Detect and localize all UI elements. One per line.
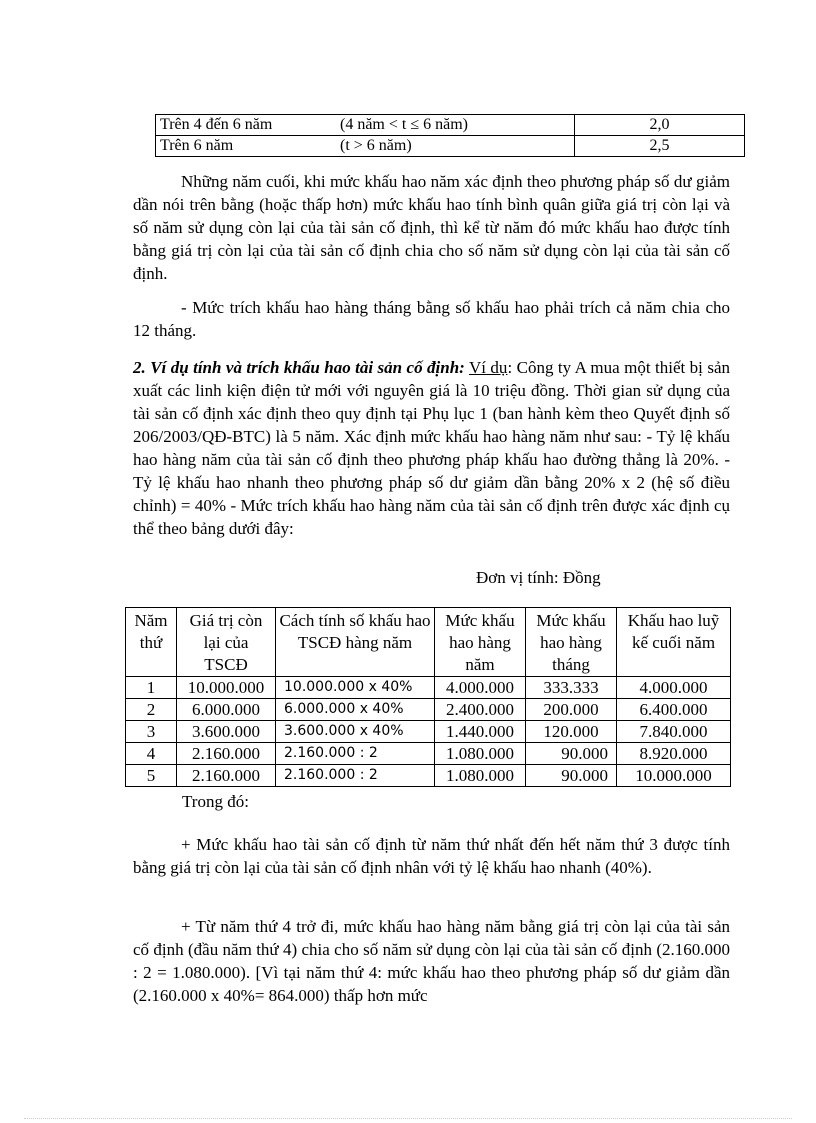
paragraph-monthly-rate: - Mức trích khấu hao hàng tháng bằng số khấu hao phải trích cả năm chia cho 12 tháng. — [133, 298, 730, 340]
period-label: Trên 6 năm — [160, 137, 234, 154]
header-calculation: Cách tính số khấu hao TSCĐ hàng năm — [276, 608, 435, 677]
cell-monthly: 90.000 — [526, 743, 617, 765]
cell-annual: 1.080.000 — [435, 765, 526, 787]
cell-monthly: 200.000 — [526, 699, 617, 721]
paragraph-from-year-four: + Từ năm thứ 4 trở đi, mức khấu hao hàng năm bằng giá trị còn lại của tài sản cố định (đầu năm thứ 4) chia cho số năm sử dụng còn lại của tài sản cố định (2.160.000 : 2 = 1.080.000). [Vì tại năm thứ 4: mức khấu hao theo phương pháp số dư giảm dần (2.160.000 x 40%= 864.000) thấp hơn mức — [133, 917, 730, 1005]
cell-monthly: 90.000 — [526, 765, 617, 787]
table-row — [156, 115, 745, 136]
period-label: Trên 4 đến 6 năm — [160, 116, 273, 133]
table-cell — [156, 115, 575, 136]
table-row — [126, 677, 731, 699]
coefficient-value: 2,5 — [575, 136, 745, 157]
header-annual: Mức khấu hao hàng năm — [435, 608, 526, 677]
cell-accumulated: 7.840.000 — [617, 721, 731, 743]
cell-accumulated: 4.000.000 — [617, 677, 731, 699]
table-row — [126, 743, 731, 765]
cell-remaining-value: 2.160.000 — [177, 765, 276, 787]
cell-accumulated: 6.400.000 — [617, 699, 731, 721]
cell-calculation: 6.000.000 x 40% — [276, 699, 435, 721]
cell-monthly: 333.333 — [526, 677, 617, 699]
cell-annual: 1.080.000 — [435, 743, 526, 765]
cell-monthly: 120.000 — [526, 721, 617, 743]
page-divider — [24, 1118, 792, 1119]
unit-label: Đơn vị tính: Đồng — [476, 568, 601, 587]
cell-annual: 2.400.000 — [435, 699, 526, 721]
cell-accumulated: 10.000.000 — [617, 765, 731, 787]
header-monthly: Mức khấu hao hàng tháng — [526, 608, 617, 677]
header-remaining-value: Giá trị còn lại của TSCĐ — [177, 608, 276, 677]
coefficient-value: 2,0 — [575, 115, 745, 136]
cell-year: 1 — [126, 677, 177, 699]
section-heading: 2. Ví dụ tính và trích khấu hao tài sản cố định: — [133, 358, 465, 377]
cell-year: 2 — [126, 699, 177, 721]
cell-calculation: 3.600.000 x 40% — [276, 721, 435, 743]
table-row — [126, 699, 731, 721]
paragraph-example — [133, 356, 730, 540]
cell-calculation: 2.160.000 : 2 — [276, 743, 435, 765]
cell-remaining-value: 6.000.000 — [177, 699, 276, 721]
header-accumulated: Khấu hao luỹ kế cuối năm — [617, 608, 731, 677]
table-row — [126, 765, 731, 787]
cell-accumulated: 8.920.000 — [617, 743, 731, 765]
example-body: : Công ty A mua một thiết bị sản xuất các linh kiện điện tử mới với nguyên giá là 10 triệu đồng. Thời gian sử dụng của tài sản cố định xác định theo quy định tại Phụ lục 1 (ban hành kèm theo Quyết định số 206/2003/QĐ-BTC) là 5 năm. Xác định mức khấu hao hàng năm như sau: - Tỷ lệ khấu hao hàng năm của tài sản cố định theo phương pháp khấu hao đường thẳng là 20%. - Tỷ lệ khấu hao nhanh theo phương pháp số dư giảm dần bằng 20% x 2 (hệ số điều chỉnh) = 40% - Mức trích khấu hao hàng năm của tài sản cố định trên được xác định cụ thể theo bảng dưới đây: — [133, 358, 730, 538]
cell-remaining-value: 3.600.000 — [177, 721, 276, 743]
paragraph-final-years: Những năm cuối, khi mức khấu hao năm xác định theo phương pháp số dư giảm dần nói trên bằng (hoặc thấp hơn) mức khấu hao tính bình quân giữa giá trị còn lại và số năm sử dụng còn lại của tài sản cố định, thì kể từ năm đó mức khấu hao được tính bằng giá trị còn lại của tài sản cố định chia cho số năm sử dụng còn lại của tài sản cố định. — [133, 172, 730, 283]
cell-year: 3 — [126, 721, 177, 743]
cell-annual: 1.440.000 — [435, 721, 526, 743]
cell-remaining-value: 10.000.000 — [177, 677, 276, 699]
cell-calculation: 10.000.000 x 40% — [276, 677, 435, 699]
period-range: (4 năm < t ≤ 6 năm) — [340, 116, 468, 133]
cell-year: 4 — [126, 743, 177, 765]
coefficient-table — [155, 114, 745, 157]
paragraph-first-three-years: + Mức khấu hao tài sản cố định từ năm thứ nhất đến hết năm thứ 3 được tính bằng giá trị còn lại của tài sản cố định nhân với tỷ lệ khấu hao nhanh (40%). — [133, 835, 730, 877]
cell-annual: 4.000.000 — [435, 677, 526, 699]
cell-remaining-value: 2.160.000 — [177, 743, 276, 765]
table-row — [126, 721, 731, 743]
period-range: (t > 6 năm) — [340, 137, 412, 154]
table-row — [156, 136, 745, 157]
depreciation-table — [125, 607, 731, 787]
table-cell — [156, 136, 575, 157]
table-header-row — [126, 608, 731, 677]
header-year: Năm thứ — [126, 608, 177, 677]
cell-calculation: 2.160.000 : 2 — [276, 765, 435, 787]
trong-do-label: Trong đó: — [182, 792, 249, 811]
cell-year: 5 — [126, 765, 177, 787]
example-label: Ví dụ — [468, 358, 508, 377]
